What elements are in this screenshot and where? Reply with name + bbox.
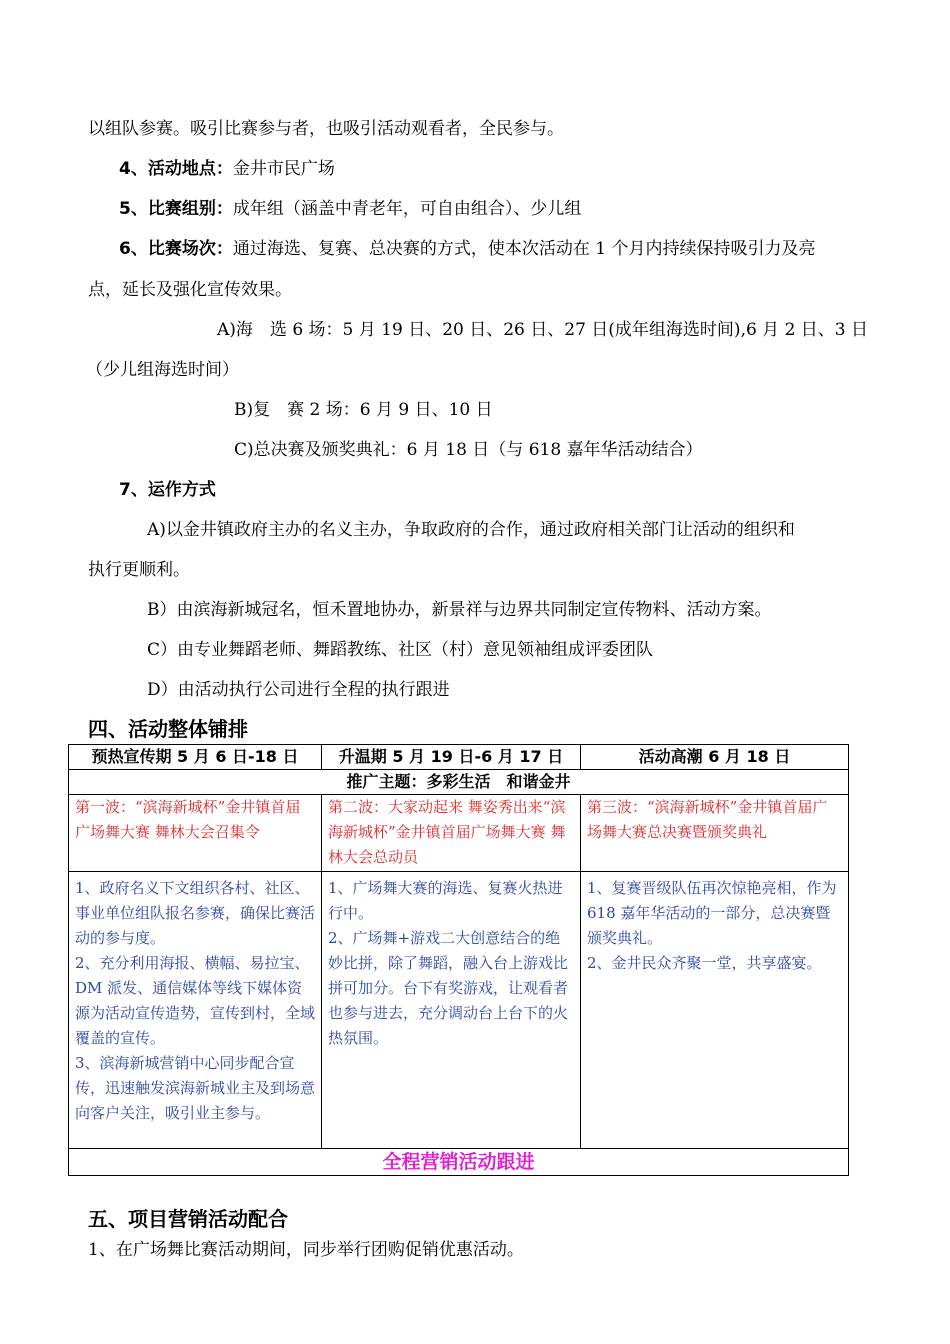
operation-a-line-1: A)以金井镇政府主办的名义主办，争取政府的合作，通过政府相关部门让活动的组织和 [147,520,795,540]
location-line [119,157,335,181]
table-footer: 全程营销活动跟进 [69,1149,849,1176]
rounds-label: 6、比赛场次： [119,239,233,259]
list-item: 3、滨海新城营销中心同步配合宣传，迅速触发滨海新城业主及到场意向客户关注，吸引业主参与。 [75,1054,316,1122]
groups-label: 5、比赛组别： [119,199,233,219]
location-value: 金井市民广场 [232,159,335,179]
groups-value: 成年组（涵盖中青老年，可自由组合）、少儿组 [232,199,582,219]
section-5-item-1: 1、在广场舞比赛活动期间，同步举行团购促销优惠活动。 [88,1240,524,1260]
rounds-value: 通过海选、复赛、总决赛的方式，使本次活动在 1 个月内持续保持吸引力及亮 [232,239,816,259]
intro-line: 以组队参赛。吸引比赛参与者，也吸引活动观看者，全民参与。 [88,119,564,139]
list-item: 1、复赛晋级队伍再次惊艳亮相，作为 618 嘉年华活动的一部分，总决赛暨颁奖典礼。 [587,879,837,947]
header-climax: 活动高潮 6 月 18 日 [581,745,849,770]
wave-2: 第二波：大家动起来 舞姿秀出来“滨海新城杯”金井镇首届广场舞大赛 舞林大会总动员 [322,795,581,872]
list-item: 2、广场舞+游戏二大创意结合的绝妙比拼，除了舞蹈，融入台上游戏比拼可加分。台下有奖游戏，让观看者也参与进去，充分调动台上台下的火热氛围。 [328,929,569,1047]
groups-line [119,197,581,221]
operation-a-line-2: 执行更顺利。 [88,560,190,580]
section-5-title: 五、项目营销活动配合 [88,1207,288,1231]
rounds-a-line-2: （少儿组海选时间） [86,360,239,380]
rounds-line [119,237,815,261]
rounds-line-2: 点，延长及强化宣传效果。 [88,280,292,300]
promotion-theme: 推广主题：多彩生活 和谐金井 [69,770,849,795]
table-footer-row [69,1149,849,1176]
list-item: 1、广场舞大赛的海选、复赛火热进行中。 [328,879,563,922]
rounds-b: B)复 赛 2 场：6 月 9 日、10 日 [234,400,493,420]
table-detail-row [69,872,849,1149]
wave-1: 第一波：“滨海新城杯”金井镇首届广场舞大赛 舞林大会召集令 [69,795,322,872]
header-warmup: 预热宣传期 5 月 6 日-18 日 [69,745,322,770]
wave-3: 第三波：“滨海新城杯”金井镇首届广场舞大赛总决赛暨颁奖典礼 [581,795,849,872]
operation-b: B）由滨海新城冠名，恒禾置地协办，新景祥与边界共同制定宣传物料、活动方案。 [147,600,772,620]
operation-d: D）由活动执行公司进行全程的执行跟进 [147,680,450,700]
header-heating: 升温期 5 月 19 日-6 月 17 日 [322,745,581,770]
detail-col-2 [322,872,581,1149]
list-item: 2、充分利用海报、横幅、易拉宝、DM 派发、通信媒体等线下媒体资源为活动宣传造势，宣传到村，全域覆盖的宣传。 [75,954,316,1047]
table-theme-row [69,770,849,795]
list-item: 2、金井民众齐聚一堂，共享盛宴。 [587,954,822,972]
detail-col-3 [581,872,849,1149]
rounds-a-line-1: A)海 选 6 场：5 月 19 日、20 日、26 日、27 日(成年组海选时间),6 月 2 日、3 日 [217,320,869,340]
section-4-title: 四、活动整体铺排 [88,717,248,741]
detail-col-1 [69,872,322,1149]
operation-c: C）由专业舞蹈老师、舞蹈教练、社区（村）意见领袖组成评委团队 [147,640,654,660]
rounds-c: C)总决赛及颁奖典礼：6 月 18 日（与 618 嘉年华活动结合） [234,440,703,460]
table-header-row [69,745,849,770]
operation-label: 7、运作方式 [119,480,216,500]
location-label: 4、活动地点： [119,159,233,179]
table-wave-row [69,795,849,872]
activity-schedule-table [68,744,849,1176]
list-item: 1、政府名义下文组织各村、社区、事业单位组队报名参赛，确保比赛活动的参与度。 [75,879,316,947]
